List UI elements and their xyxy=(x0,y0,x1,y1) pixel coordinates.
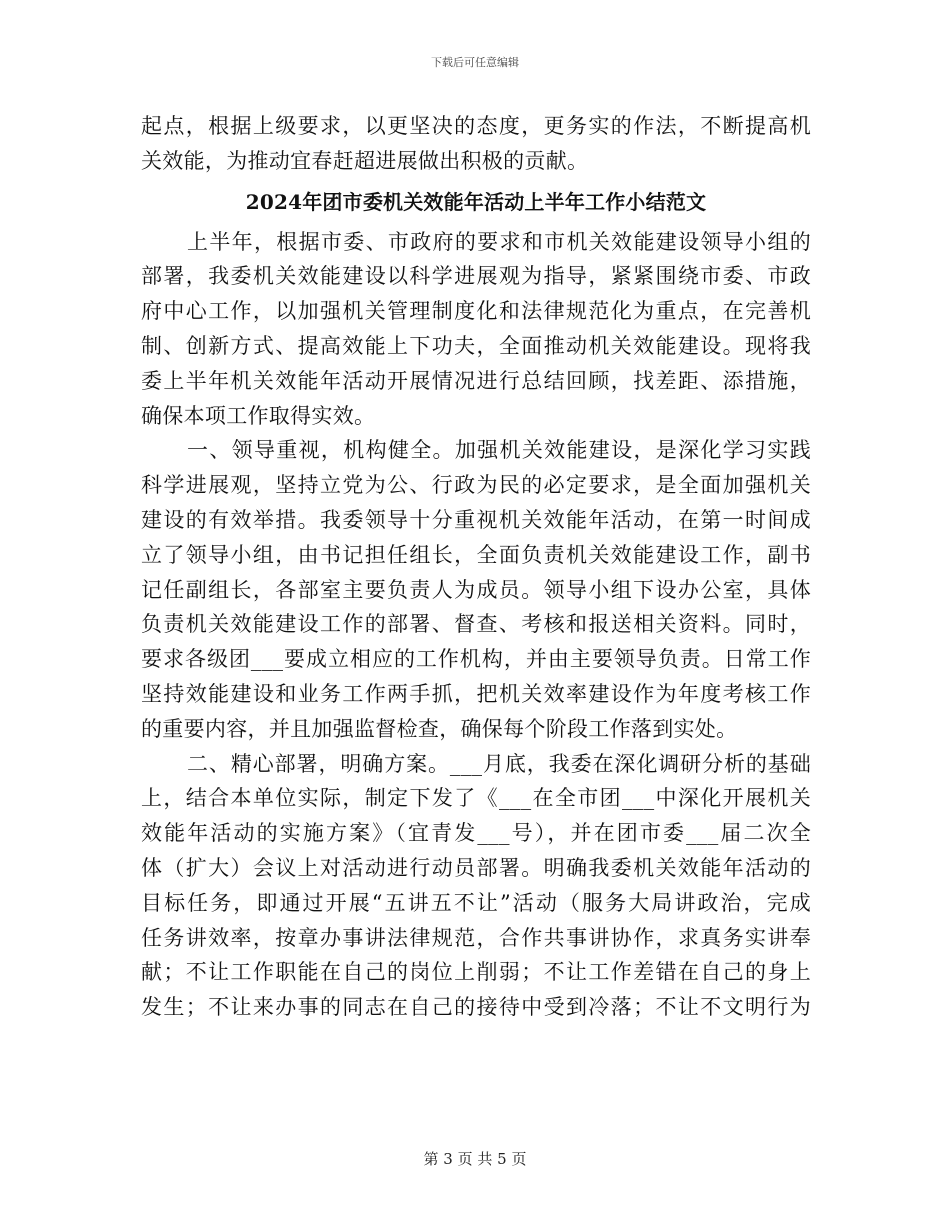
text-line: 一、领导重视，机构健全。加强机关效能建设，是深化学习实践 xyxy=(187,438,811,463)
text-line: 部署，我委机关效能建设以科学进展观为指导，紧紧围绕市委、市政 xyxy=(141,264,811,289)
text-line: 立了领导小组，由书记担任组长，全面负责机关效能建设工作，副书 xyxy=(141,542,811,567)
text-line: 科学进展观，坚持立党为公、行政为民的必定要求，是全面加强机关 xyxy=(141,473,811,498)
text-line: 委上半年机关效能年活动开展情况进行总结回顾，找差距、添措施， xyxy=(141,368,811,393)
text-line: 上，结合本单位实际，制定下发了《___在全市团___中深化开展机关 xyxy=(141,786,811,811)
text-line: 发生；不让来办事的同志在自己的接待中受到冷落；不让不文明行为 xyxy=(141,995,811,1020)
paragraph-section-1 xyxy=(141,433,811,746)
text-line: 二、精心部署，明确方案。___月底，我委在深化调研分析的基础 xyxy=(187,751,811,776)
text-line: 记任副组长，各部室主要负责人为成员。领导小组下设办公室，具体 xyxy=(141,577,811,602)
text-line: 任务讲效率，按章办事讲法律规范，合作共事讲协作，求真务实讲奉 xyxy=(141,925,811,950)
text-line: 效能年活动的实施方案》（宜青发___号），并在团市委___届二次全 xyxy=(141,821,811,846)
paragraph-intro xyxy=(141,225,811,434)
page-footer: 第 3 页 共 5 页 xyxy=(423,1150,527,1168)
paragraph-section-2 xyxy=(141,747,811,1025)
text-line: 关效能，为推动宜春赶超进展做出积极的贡献。 xyxy=(141,148,589,173)
text-line: 要求各级团___要成立相应的工作机构，并由主要领导负责。日常工作 xyxy=(141,647,811,672)
document-title: 2024年团市委机关效能年活动上半年工作小结范文 xyxy=(245,189,707,214)
text-line: 上半年，根据市委、市政府的要求和市机关效能建设领导小组的 xyxy=(187,229,811,254)
document-body xyxy=(141,109,811,1025)
page-header: 下载后可任意编辑 xyxy=(431,56,519,69)
text-line: 起点，根据上级要求，以更坚决的态度，更务实的作法，不断提高机 xyxy=(141,114,811,138)
text-line: 府中心工作，以加强机关管理制度化和法律规范化为重点，在完善机 xyxy=(141,299,811,324)
text-line: 坚持效能建设和业务工作两手抓，把机关效率建设作为年度考核工作 xyxy=(141,681,811,706)
text-line: 确保本项工作取得实效。 xyxy=(141,403,376,428)
text-line: 负责机关效能建设工作的部署、督查、考核和报送相关资料。同时， xyxy=(141,612,811,637)
text-line: 制、创新方式、提高效能上下功夫，全面推动机关效能建设。现将我 xyxy=(141,333,811,358)
continued-paragraph xyxy=(141,109,811,179)
text-line: 的重要内容，并且加强监督检查，确保每个阶段工作落到实处。 xyxy=(141,716,738,741)
text-line: 建设的有效举措。我委领导十分重视机关效能年活动，在第一时间成 xyxy=(141,507,811,532)
text-line: 体（扩大）会议上对活动进行动员部署。明确我委机关效能年活动的 xyxy=(141,855,811,880)
text-line: 目标任务，即通过开展“五讲五不让”活动（服务大局讲政治，完成 xyxy=(141,890,811,915)
text-line: 献；不让工作职能在自己的岗位上削弱；不让工作差错在自己的身上 xyxy=(141,960,811,985)
